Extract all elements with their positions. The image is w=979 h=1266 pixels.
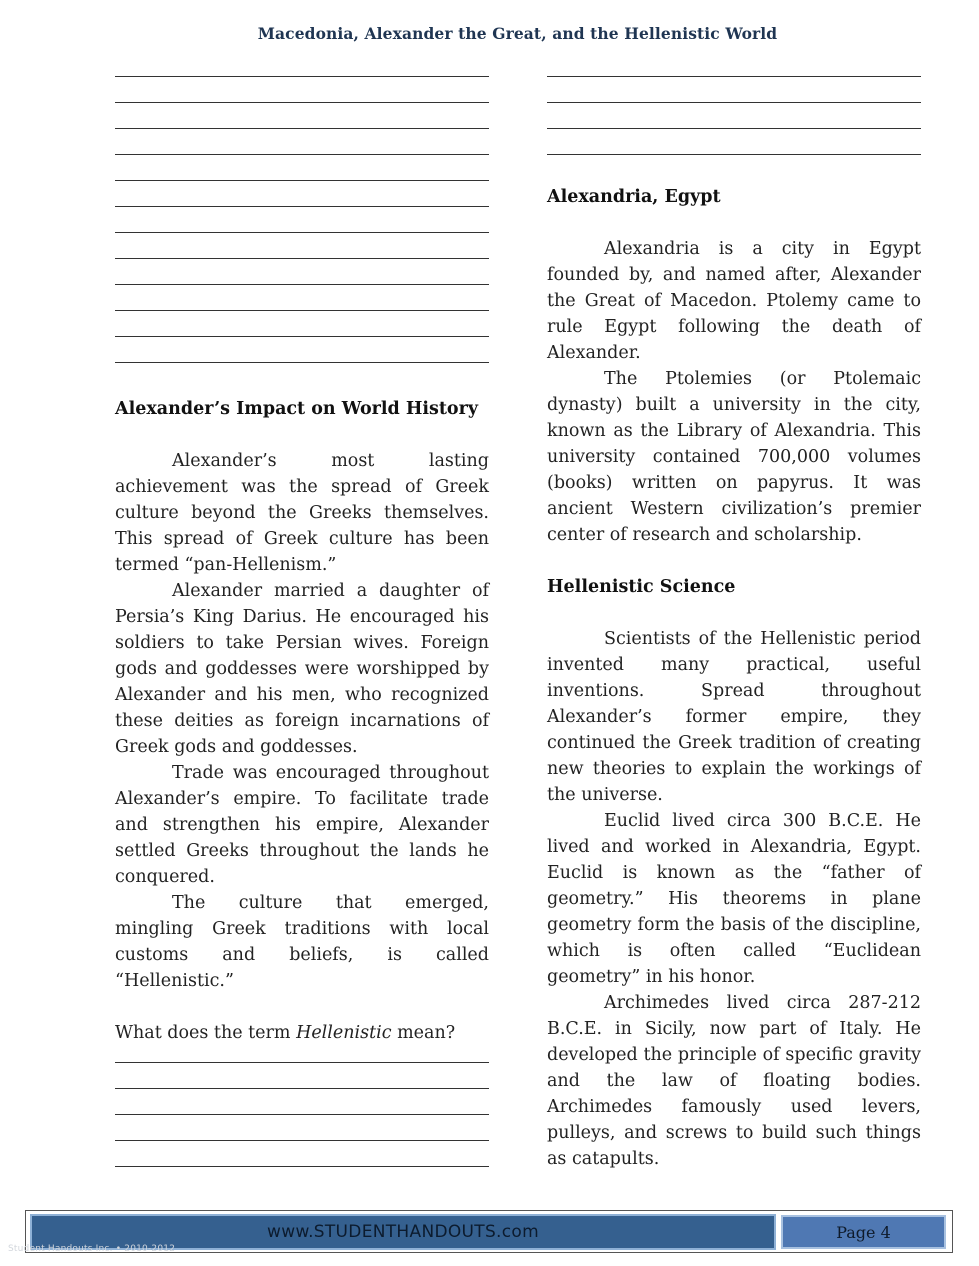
answer-line[interactable] xyxy=(115,155,489,181)
answer-lines-top-left xyxy=(115,60,489,363)
answer-line[interactable] xyxy=(115,311,489,337)
answer-line[interactable] xyxy=(547,129,921,155)
footer-page-number: Page 4 xyxy=(781,1215,946,1249)
answer-line[interactable] xyxy=(115,285,489,311)
answer-line[interactable] xyxy=(547,103,921,129)
answer-line[interactable] xyxy=(115,60,489,77)
answer-line[interactable] xyxy=(115,181,489,207)
answer-line[interactable] xyxy=(115,1115,489,1141)
footer-watermark: Student Handouts Inc. • 2010-2012 xyxy=(8,1244,176,1254)
paragraph: Trade was encouraged throughout Alexander’s empire. To facilitate trade and strengthen his empire, Alexander settled Greeks throughout the lands he conquered. xyxy=(115,763,489,887)
left-column xyxy=(115,60,489,1167)
answer-line[interactable] xyxy=(115,259,489,285)
answer-line[interactable] xyxy=(115,103,489,129)
right-column xyxy=(547,60,921,1172)
paragraph: Alexander married a daughter of Persia’s King Darius. He encouraged his soldiers to take Persian wives. Foreign gods and goddesses were worshipped by Alexander and his men, who recognized these deities as foreign incarnations of Greek gods and goddesses. xyxy=(115,581,489,757)
answer-lines-question xyxy=(115,1037,489,1167)
section-heading-alexandria: Alexandria, Egypt xyxy=(547,187,721,207)
footer-website-link[interactable]: www.STUDENTHANDOUTS.com xyxy=(30,1214,776,1250)
paragraph: Scientists of the Hellenistic period invented many practical, useful inventions. Spread throughout Alexander’s former empire, they continued the Greek tradition of creating new theories to explain the workings of the universe. xyxy=(547,629,921,805)
answer-line[interactable] xyxy=(547,60,921,77)
answer-lines-top-right xyxy=(547,60,921,155)
answer-line[interactable] xyxy=(115,233,489,259)
page-header-title: Macedonia, Alexander the Great, and the Hellenistic World xyxy=(257,24,778,43)
answer-line[interactable] xyxy=(115,129,489,155)
paragraph: Alexandria is a city in Egypt founded by, and named after, Alexander the Great of Macedon. Ptolemy came to rule Egypt following the death of Alexander. xyxy=(547,239,921,363)
section-heading-science: Hellenistic Science xyxy=(547,577,736,597)
answer-line[interactable] xyxy=(115,1141,489,1167)
paragraph: Euclid lived circa 300 B.C.E. He lived and worked in Alexandria, Egypt. Euclid is known as the “father of geometry.” His theorems in plane geometry form the basis of the discipline, which is often called “Euclidean geometry” in his honor. xyxy=(547,811,921,987)
answer-line[interactable] xyxy=(115,77,489,103)
paragraph: The culture that emerged, mingling Greek traditions with local customs and beliefs, is called “Hellenistic.” xyxy=(115,893,489,991)
answer-line[interactable] xyxy=(115,207,489,233)
answer-line[interactable] xyxy=(115,1089,489,1115)
paragraph: Alexander’s most lasting achievement was the spread of Greek culture beyond the Greeks themselves. This spread of Greek culture has been termed “pan-Hellenism.” xyxy=(115,451,489,575)
paragraph: Archimedes lived circa 287-212 B.C.E. in Sicily, now part of Italy. He developed the principle of specific gravity and the law of floating bodies. Archimedes famously used levers, pulleys, and screws to build such things as catapults. xyxy=(547,993,921,1169)
answer-line[interactable] xyxy=(547,77,921,103)
hellenistic-term: Hellenistic xyxy=(296,1023,392,1043)
answer-line[interactable] xyxy=(115,1063,489,1089)
answer-line[interactable] xyxy=(115,337,489,363)
hellenistic-question: What does the term Hellenistic mean? xyxy=(115,1023,456,1043)
section-heading-impact: Alexander’s Impact on World History xyxy=(115,399,478,419)
paragraph: The Ptolemies (or Ptolemaic dynasty) built a university in the city, known as the Library of Alexandria. This university contained 700,000 volumes (books) written on papyrus. It was ancient Western civilization’s premier center of research and scholarship. xyxy=(547,369,921,545)
